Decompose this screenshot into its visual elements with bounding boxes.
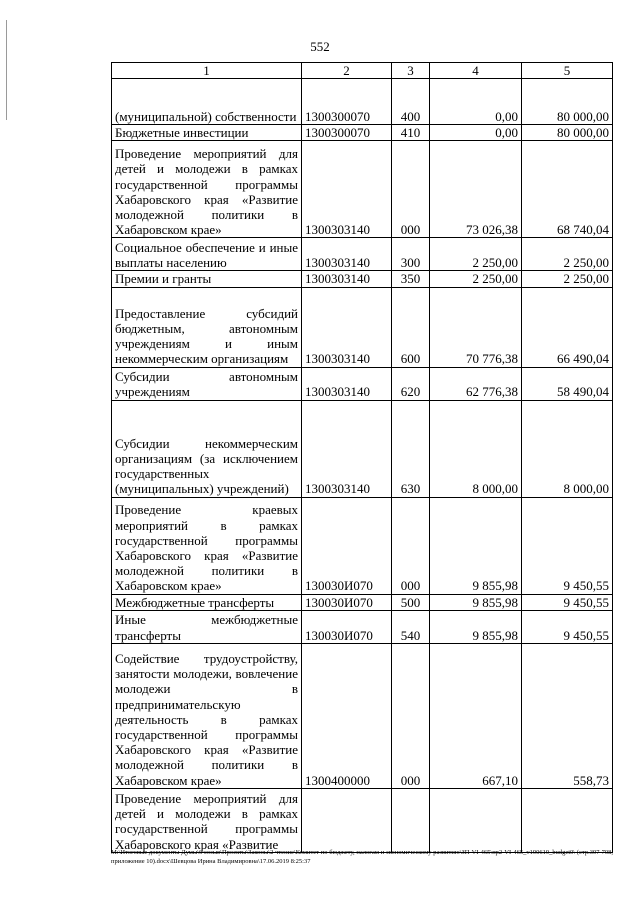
- row-code: 1300303140: [302, 238, 392, 271]
- row-name: Предоставление субсидий бюджетным, автономным учреждениям и иным некоммерческим организациям: [112, 287, 302, 367]
- row-code: 1300300070: [302, 79, 392, 125]
- row-code: 130030И070: [302, 497, 392, 594]
- table-row: [112, 643, 613, 788]
- row-name: Субсидии автономным учреждениям: [112, 367, 302, 400]
- table-row: [112, 125, 613, 141]
- row-value-2: 2 250,00: [522, 271, 613, 287]
- row-value-1: 2 250,00: [430, 238, 522, 271]
- row-name: Межбюджетные трансферты: [112, 594, 302, 610]
- scan-edge-line: [6, 20, 7, 120]
- table-row: [112, 238, 613, 271]
- row-group: 350: [392, 271, 430, 287]
- row-value-1: 9 855,98: [430, 610, 522, 643]
- row-group: 540: [392, 610, 430, 643]
- row-name: Бюджетные инвестиции: [112, 125, 302, 141]
- row-name: Содействие трудоустройству, занятости молодежи, вовлечение молодежи в предпринимательскую деятельность в рамках государственной программы Хабаровского края «Развитие молодежной политики в Хабаровском крае»: [112, 643, 302, 788]
- column-header: 2: [302, 63, 392, 79]
- column-header: 3: [392, 63, 430, 79]
- row-name: Иные межбюджетные трансферты: [112, 610, 302, 643]
- table-row: [112, 367, 613, 400]
- page-number: 552: [310, 39, 330, 54]
- row-code: 1300303140: [302, 141, 392, 238]
- row-value-2: 68 740,04: [522, 141, 613, 238]
- row-value-1: 9 855,98: [430, 497, 522, 594]
- row-code: 1300300070: [302, 125, 392, 141]
- row-code: [302, 788, 392, 852]
- row-value-2: 8 000,00: [522, 400, 613, 497]
- row-value-1: 2 250,00: [430, 271, 522, 287]
- row-code: 1300303140: [302, 400, 392, 497]
- table-row: [112, 594, 613, 610]
- row-code: 1300400000: [302, 643, 392, 788]
- table-row: [112, 788, 613, 852]
- column-number-row: [112, 63, 613, 79]
- table-row: [112, 79, 613, 125]
- row-value-1: 8 000,00: [430, 400, 522, 497]
- row-value-1: 667,10: [430, 643, 522, 788]
- file-path-footer: M:\Итоговые документы Думы\6 созыв\Проекты\Законы\2 чтение\Комитет по бюджету, налогам и экономическому развитию\ЗП-VI-465\пр2-VI-465_v190619_budget0\ (стр.397-708, приложение 10).docx\Шевцова Ирина Владимировна\17.06.2019 8:25:37: [111, 849, 613, 865]
- table-row: [112, 287, 613, 367]
- row-name: Проведение краевых мероприятий в рамках государственной программы Хабаровского края «Развитие молодежной политики в Хабаровском крае»: [112, 497, 302, 594]
- row-value-2: 66 490,04: [522, 287, 613, 367]
- row-value-1: 0,00: [430, 79, 522, 125]
- row-value-2: 80 000,00: [522, 125, 613, 141]
- budget-table: [111, 62, 613, 853]
- table-row: [112, 610, 613, 643]
- row-group: 410: [392, 125, 430, 141]
- column-header: 1: [112, 63, 302, 79]
- row-group: 600: [392, 287, 430, 367]
- row-value-2: [522, 788, 613, 852]
- row-name: Проведение мероприятий для детей и молодежи в рамках государственной программы Хабаровского края «Развитие молодежной политики в Хабаровском крае»: [112, 141, 302, 238]
- row-group: 400: [392, 79, 430, 125]
- table-row: [112, 497, 613, 594]
- column-header: 4: [430, 63, 522, 79]
- row-name: Проведение мероприятий для детей и молодежи в рамках государственной программы Хабаровского края «Развитие: [112, 788, 302, 852]
- row-value-1: 73 026,38: [430, 141, 522, 238]
- row-code: 1300303140: [302, 271, 392, 287]
- row-value-1: 0,00: [430, 125, 522, 141]
- row-group: 620: [392, 367, 430, 400]
- row-name: Субсидии некоммерческим организациям (за исключением государственных (муниципальных) учреждений): [112, 400, 302, 497]
- column-header: 5: [522, 63, 613, 79]
- table-row: [112, 400, 613, 497]
- row-name: Социальное обеспечение и иные выплаты населению: [112, 238, 302, 271]
- table-row: [112, 271, 613, 287]
- row-value-2: 80 000,00: [522, 79, 613, 125]
- row-value-2: 558,73: [522, 643, 613, 788]
- row-name: (муниципальной) собственности: [112, 79, 302, 125]
- row-value-2: 9 450,55: [522, 594, 613, 610]
- row-group: 300: [392, 238, 430, 271]
- row-group: 000: [392, 643, 430, 788]
- row-value-2: 9 450,55: [522, 497, 613, 594]
- row-code: 1300303140: [302, 287, 392, 367]
- row-value-1: [430, 788, 522, 852]
- row-group: [392, 788, 430, 852]
- row-value-2: 2 250,00: [522, 238, 613, 271]
- row-group: 500: [392, 594, 430, 610]
- row-value-1: 70 776,38: [430, 287, 522, 367]
- table-row: [112, 141, 613, 238]
- row-group: 000: [392, 497, 430, 594]
- row-value-1: 9 855,98: [430, 594, 522, 610]
- row-name: Премии и гранты: [112, 271, 302, 287]
- row-code: 130030И070: [302, 610, 392, 643]
- row-value-2: 58 490,04: [522, 367, 613, 400]
- row-value-1: 62 776,38: [430, 367, 522, 400]
- row-group: 000: [392, 141, 430, 238]
- row-code: 130030И070: [302, 594, 392, 610]
- row-value-2: 9 450,55: [522, 610, 613, 643]
- row-group: 630: [392, 400, 430, 497]
- row-code: 1300303140: [302, 367, 392, 400]
